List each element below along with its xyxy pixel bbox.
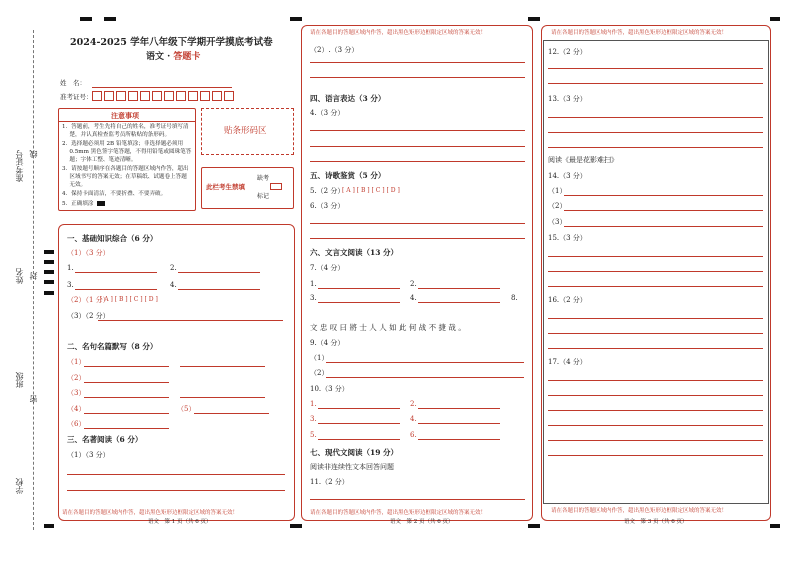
c2-q2-line-2[interactable]	[310, 77, 525, 78]
subtitle-card: 答题卡	[173, 52, 201, 62]
margin-name-label: 姓名	[15, 268, 24, 284]
notice-fill-label: 5．正确填涂	[62, 201, 94, 207]
q7-line-4[interactable]	[418, 302, 500, 303]
q7-line-3[interactable]	[318, 302, 400, 303]
q7-n2: 2.	[410, 280, 417, 288]
answer-inner-3	[543, 40, 769, 504]
notice-line: 2．选择题必须用 2B 铅笔填涂；非选择题必须用	[62, 141, 184, 147]
q17-label: 17.（4 分）	[548, 358, 587, 366]
c2-q2-label: （2）.（3 分）	[310, 46, 359, 54]
timing-mark	[80, 17, 92, 21]
q17-line-2[interactable]	[548, 395, 763, 396]
q1-label: （1）（3 分）	[67, 249, 110, 257]
q14-label: 14.（3 分）	[548, 172, 587, 180]
notice-line: 无效。	[62, 182, 87, 188]
q8-label: 8.	[511, 294, 518, 302]
b4-line[interactable]	[84, 413, 169, 414]
q5-label: 5.（2 分）	[310, 187, 345, 195]
q2-label: （2）（1 分）	[67, 296, 110, 304]
section-6-title: 六、文言文阅读（13 分）	[310, 248, 399, 257]
timing-mark	[770, 17, 780, 21]
q1-line-4[interactable]	[178, 289, 260, 290]
notice-line: 3．请按题号顺序在各题目的答题区域内作答，超出	[62, 166, 189, 172]
fill-sample	[97, 201, 105, 206]
q7-n1: 1.	[310, 280, 317, 288]
q13-line-2[interactable]	[548, 132, 763, 133]
q1-line-3[interactable]	[75, 289, 157, 290]
section-5-title: 五、诗歌鉴赏（5 分）	[310, 171, 386, 180]
id-box[interactable]	[176, 91, 186, 101]
id-box[interactable]	[104, 91, 114, 101]
q16-label: 16.（2 分）	[548, 296, 587, 304]
q4-line-3[interactable]	[310, 161, 525, 162]
footer-col2: 语文 第 2 页（共 6 页）	[390, 519, 454, 525]
q10-r2: 2.	[410, 400, 417, 408]
b6-label: （6）	[67, 420, 86, 428]
timing-mark	[44, 280, 54, 284]
id-box[interactable]	[164, 91, 174, 101]
absent-mark-line2: 标记	[257, 193, 270, 200]
section-7-intro: 阅读非连续性文本回答问题	[310, 463, 394, 471]
name-label: 姓 名：	[60, 79, 86, 87]
q6-line-1[interactable]	[310, 223, 525, 224]
notice-line: 1．答题前，考生先将自己的姓名，准考证号填写清	[62, 124, 189, 130]
warning-col3: 请在各题目的答题区域内作答，超出黑色矩形边框限定区域的答案无效！	[551, 508, 728, 514]
id-label: 准考证号：	[60, 93, 93, 101]
q7-label: 7.（4 分）	[310, 264, 345, 272]
id-box[interactable]	[200, 91, 210, 101]
b5-line[interactable]	[194, 413, 269, 414]
notice-line: 区域书写的答案无效；在草稿纸、试题卷上答题	[62, 174, 187, 180]
section-1-title: 一、基础知识综合（6 分）	[67, 234, 158, 243]
q16-line-3[interactable]	[548, 348, 763, 349]
q14-line-2[interactable]	[564, 210, 763, 211]
q10-label: 10.（3 分）	[310, 385, 349, 393]
id-box[interactable]	[212, 91, 222, 101]
margin-seal-label: 封	[29, 272, 38, 280]
m1-label: （1）（3 分）	[67, 451, 110, 459]
q10-r3: 3.	[310, 415, 317, 423]
q9-p2: （2）	[310, 369, 329, 377]
q7-n4: 4.	[410, 294, 417, 302]
b1b-line[interactable]	[180, 366, 265, 367]
q14-line-1[interactable]	[564, 195, 763, 196]
q15-line-3[interactable]	[548, 286, 763, 287]
notice-line: 题；字体工整、笔迹清晰。	[62, 157, 137, 163]
section-4-title: 四、语言表达（3 分）	[310, 94, 386, 103]
m1-line-1[interactable]	[67, 474, 285, 475]
q7-line-2[interactable]	[418, 288, 500, 289]
id-box[interactable]	[128, 91, 138, 101]
notice-divider	[59, 121, 195, 122]
q8-text: 文 忠 叹 曰 將 士 人 人 如 此 何 战 不 捷 哉 。	[310, 323, 466, 332]
q10-line-6[interactable]	[418, 439, 500, 440]
q2-options[interactable]: [ A ] [ B ] [ C ] [ D ]	[100, 296, 158, 303]
b3-line[interactable]	[84, 397, 169, 398]
q12-label: 12.（2 分）	[548, 48, 587, 56]
timing-mark	[104, 17, 116, 21]
id-box[interactable]	[152, 91, 162, 101]
c2-q2-line-1[interactable]	[310, 62, 525, 63]
timing-mark	[528, 17, 540, 21]
barcode-label: 贴条形码区	[224, 126, 267, 136]
b6-line[interactable]	[84, 428, 169, 429]
q13-line-1[interactable]	[548, 117, 763, 118]
q14-p3: （3）	[548, 218, 567, 226]
q17-line-4[interactable]	[548, 425, 763, 426]
q4-line-1[interactable]	[310, 130, 525, 131]
notice-line: 0.5mm 黑色签字笔答题，不得用铅笔或圆珠笔答	[62, 149, 192, 155]
page-title: 2024-2025 学年八年级下学期开学摸底考试卷	[70, 37, 273, 48]
q10-line-5[interactable]	[318, 439, 400, 440]
id-box[interactable]	[92, 91, 102, 101]
q17-line-5[interactable]	[548, 440, 763, 441]
q15-line-1[interactable]	[548, 256, 763, 257]
q10-r6: 6.	[410, 431, 417, 439]
q17-line-3[interactable]	[548, 410, 763, 411]
timing-mark	[528, 524, 540, 528]
q16-line-1[interactable]	[548, 318, 763, 319]
notice-box	[58, 108, 196, 211]
q11-label: 11.（2 分）	[310, 478, 349, 486]
timing-mark	[44, 270, 54, 274]
warning-col3-top: 请在各题目的答题区域内作答，超出黑色矩形边框限定区域的答案无效！	[551, 30, 728, 36]
q17-line-1[interactable]	[548, 380, 763, 381]
id-box[interactable]	[116, 91, 126, 101]
footer-col1: 语文 第 1 页（共 6 页）	[148, 519, 212, 525]
id-box[interactable]	[140, 91, 150, 101]
q1-n2: 2.	[170, 264, 177, 272]
b1-line[interactable]	[84, 366, 169, 367]
timing-mark	[44, 260, 54, 264]
q4-line-2[interactable]	[310, 146, 525, 147]
q14-p2: （2）	[548, 202, 567, 210]
binding-line	[33, 30, 34, 530]
q12-line-1[interactable]	[548, 68, 763, 69]
barcode-area	[201, 108, 294, 155]
subtitle-subject: 语文 ·	[146, 52, 174, 62]
absent-label: 此栏考生禁填	[206, 183, 245, 191]
q3-label: （3）（2 分）	[67, 312, 110, 320]
b5-label: （5）	[177, 405, 196, 413]
q7-line-1[interactable]	[318, 288, 400, 289]
q1-n3: 3.	[67, 281, 74, 289]
warning-col1: 请在各题目的答题区域内作答，超出黑色矩形边框限定区域的答案无效！	[62, 510, 239, 516]
id-box[interactable]	[188, 91, 198, 101]
page-subtitle	[146, 53, 200, 62]
absent-mark-line1: 缺考	[257, 175, 270, 182]
q10-line-4[interactable]	[418, 423, 500, 424]
timing-mark	[290, 17, 302, 21]
timing-mark	[770, 524, 780, 528]
margin-school-label: 学校	[15, 478, 24, 494]
b4-label: （4）	[67, 405, 86, 413]
q9-p1: （1）	[310, 354, 329, 362]
b2-line[interactable]	[84, 382, 169, 383]
margin-line-label: 线	[29, 150, 38, 158]
q7-n3: 3.	[310, 294, 317, 302]
b1-label: （1）	[67, 358, 86, 366]
m1-line-2[interactable]	[67, 490, 285, 491]
q10-line-3[interactable]	[318, 423, 400, 424]
q3-line[interactable]	[98, 320, 283, 321]
q10-r4: 4.	[410, 415, 417, 423]
margin-id-label: 准考证号	[15, 150, 24, 182]
section-7-title: 七、现代文阅读（19 分）	[310, 448, 399, 457]
q4-label: 4.（3 分）	[310, 109, 345, 117]
read-title: 阅读《最是花影难扫》	[548, 156, 618, 164]
absent-box	[201, 167, 294, 209]
q6-label: 6.（3 分）	[310, 202, 345, 210]
q1-n4: 4.	[170, 281, 177, 289]
q9-line-2[interactable]	[326, 377, 524, 378]
q10-r5: 5.	[310, 431, 317, 439]
q5-options[interactable]: [ A ] [ B ] [ C ] [ D ]	[342, 187, 400, 194]
b3-label: （3）	[67, 389, 86, 397]
q10-r1: 1.	[310, 400, 317, 408]
q13-line-3[interactable]	[548, 147, 763, 148]
q1-n1: 1.	[67, 264, 74, 272]
timing-mark	[290, 524, 302, 528]
timing-mark	[44, 524, 54, 528]
notice-title: 注意事项	[111, 111, 139, 120]
timing-mark	[44, 291, 54, 295]
q15-line-2[interactable]	[548, 271, 763, 272]
q1-line-2[interactable]	[178, 272, 260, 273]
q15-label: 15.（3 分）	[548, 234, 587, 242]
section-3-title: 三、名著阅读（6 分）	[67, 435, 143, 444]
q10-line-1[interactable]	[318, 408, 400, 409]
id-box[interactable]	[224, 91, 234, 101]
margin-secret-label: 密	[29, 395, 38, 403]
notice-line: 楚，并认真检查监考员所粘贴的条形码。	[62, 132, 171, 138]
id-boxes[interactable]	[92, 91, 242, 102]
warning-col2: 请在各题目的答题区域内作答，超出黑色矩形边框限定区域的答案无效！	[310, 510, 487, 516]
warning-col2-top: 请在各题目的答题区域内作答，超出黑色矩形边框限定区域的答案无效！	[310, 30, 487, 36]
timing-mark	[44, 250, 54, 254]
b3b-line[interactable]	[180, 397, 265, 398]
q11-line[interactable]	[310, 499, 525, 500]
q10-line-2[interactable]	[418, 408, 500, 409]
section-2-title: 二、名句名篇默写（8 分）	[67, 342, 158, 351]
q16-line-2[interactable]	[548, 333, 763, 334]
q17-line-6[interactable]	[548, 455, 763, 456]
absent-checkbox[interactable]	[270, 183, 282, 190]
q1-line-1[interactable]	[75, 272, 157, 273]
q13-label: 13.（3 分）	[548, 95, 587, 103]
b2-label: （2）	[67, 374, 86, 382]
q9-line-1[interactable]	[326, 362, 524, 363]
q9-label: 9.（4 分）	[310, 339, 345, 347]
q12-line-2[interactable]	[548, 83, 763, 84]
name-field[interactable]	[92, 87, 232, 88]
q14-p1: （1）	[548, 187, 567, 195]
q6-line-2[interactable]	[310, 238, 525, 239]
margin-class-label: 班级	[15, 372, 24, 388]
q14-line-3[interactable]	[564, 226, 763, 227]
notice-line: 4．保持卡面清洁，不要折叠、不要弄破。	[62, 191, 167, 197]
footer-col3: 语文 第 3 页（共 6 页）	[624, 519, 688, 525]
